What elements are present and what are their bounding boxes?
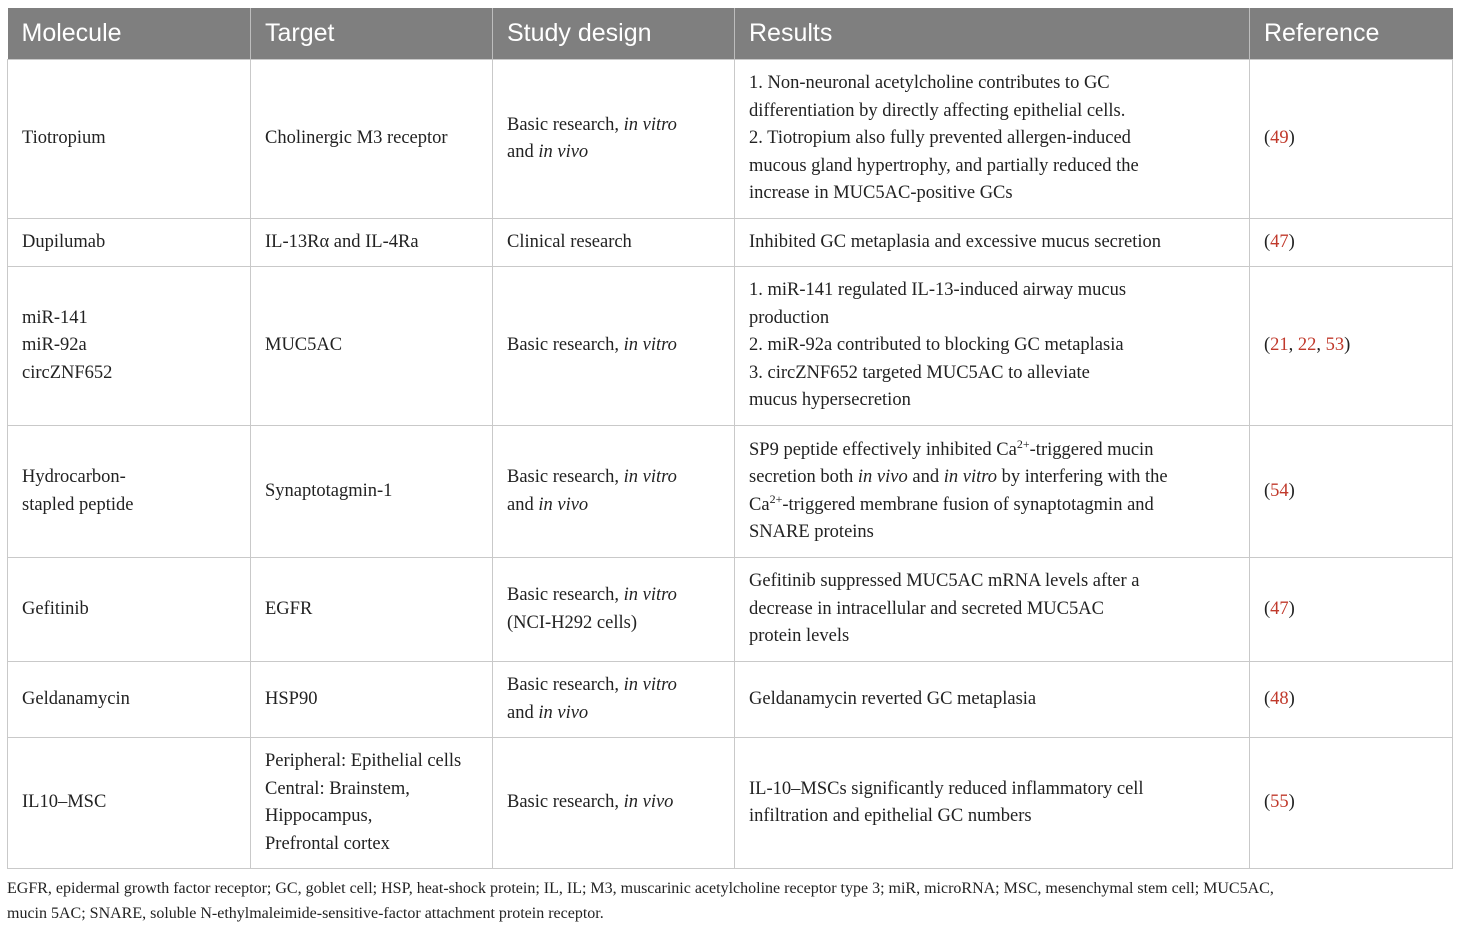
cell-target	[251, 426, 493, 558]
target-text: Peripheral: Epithelial cells	[265, 751, 462, 771]
cell-study-design	[493, 426, 735, 558]
cell-target	[251, 267, 493, 426]
target-text: Hippocampus,	[265, 806, 373, 826]
results-line: SP9 peptide effectively inhibited $Ca^{2+}$-triggered mucin	[749, 436, 1154, 460]
design-italic: in vitro	[623, 335, 677, 356]
cell-results	[735, 558, 1250, 662]
results-line: mucus hypersecretion	[749, 390, 911, 411]
cell-study-design	[493, 738, 735, 869]
cell-molecule	[8, 738, 251, 869]
cell-target	[251, 738, 493, 869]
results-line: decrease in intracellular and secreted MUC5AC	[749, 598, 1104, 619]
results-line: differentiation by directly affecting epithelial cells.	[749, 100, 1126, 121]
target-text: Prefrontal cortex	[265, 833, 390, 854]
footnote-line: mucin 5AC; SNARE, soluble N-ethylmaleimide-sensitive-factor attachment protein receptor.	[7, 905, 604, 922]
design-text: Basic research,	[507, 585, 624, 605]
cell-molecule	[8, 558, 251, 662]
design-text: Basic research,	[507, 675, 624, 695]
results-line: secretion both in vivo and in vitro by interfering with the	[749, 467, 1168, 487]
target-text: Cholinergic M3 receptor	[265, 128, 448, 149]
results-line: 3. circZNF652 targeted MUC5AC to alleviate	[749, 362, 1090, 383]
design-text: Basic research,	[507, 335, 624, 356]
cell-reference: (48)	[1250, 662, 1453, 738]
design-text: and	[507, 702, 539, 723]
target-text: Central: Brainstem,	[265, 778, 410, 799]
results-line: infiltration and epithelial GC numbers	[749, 806, 1032, 826]
design-text: Basic research,	[507, 467, 624, 487]
cell-molecule	[8, 60, 251, 219]
results-line: IL-10–MSCs significantly reduced inflammatory cell	[749, 778, 1144, 799]
design-italic: in vitro	[623, 114, 677, 135]
design-text: Clinical research	[507, 231, 632, 252]
design-text: (NCI-H292 cells)	[507, 612, 637, 633]
cell-results	[735, 738, 1250, 869]
design-italic: in vivo	[538, 702, 589, 723]
table-row	[8, 219, 1453, 267]
header-target: Target	[251, 8, 493, 60]
cell-target	[251, 60, 493, 219]
cell-reference: (55)	[1250, 738, 1453, 869]
cell-results	[735, 662, 1250, 738]
cell-reference: (21, 22, 53)	[1250, 267, 1453, 426]
header-study-design: Study design	[493, 8, 735, 60]
cell-target	[251, 662, 493, 738]
results-line: 1. miR-141 regulated IL-13-induced airway mucus	[749, 280, 1127, 301]
cell-target	[251, 219, 493, 267]
design-italic: in vivo	[623, 792, 674, 813]
table-footnote	[7, 876, 1453, 926]
cell-reference: (47)	[1250, 558, 1453, 662]
molecule-name: stapled peptide	[22, 494, 134, 515]
cell-study-design	[493, 662, 735, 738]
design-text: Basic research,	[507, 114, 624, 135]
superscript-charge: 2+	[1016, 436, 1030, 451]
cell-results	[735, 60, 1250, 219]
target-text: HSP90	[265, 688, 318, 709]
cell-study-design	[493, 219, 735, 267]
cell-reference: (54)	[1250, 426, 1453, 558]
results-line: 2. miR-92a contributed to blocking GC metaplasia	[749, 335, 1124, 356]
molecule-name: IL10–MSC	[22, 792, 107, 813]
cell-results	[735, 426, 1250, 558]
reference-link[interactable]: 21	[1270, 335, 1289, 356]
design-text: Basic research,	[507, 792, 624, 813]
design-italic: in vitro	[623, 675, 677, 695]
molecule-name: Geldanamycin	[22, 688, 130, 709]
molecule-name: Hydrocarbon-	[22, 467, 126, 487]
cell-reference: (49)	[1250, 60, 1453, 219]
results-line: Gefitinib suppressed MUC5AC mRNA levels after a	[749, 571, 1140, 592]
table-row	[8, 60, 1453, 219]
results-line: protein levels	[749, 626, 850, 647]
results-line: increase in MUC5AC-positive GCs	[749, 183, 1013, 204]
cell-reference: (47)	[1250, 219, 1453, 267]
target-text: MUC5AC	[265, 335, 343, 356]
molecule-name: Gefitinib	[22, 598, 89, 619]
results-line: SNARE proteins	[749, 522, 874, 542]
molecule-name: Dupilumab	[22, 231, 106, 252]
reference-link[interactable]: 54	[1270, 480, 1289, 501]
results-line: Geldanamycin reverted GC metaplasia	[749, 688, 1037, 709]
target-text: EGFR	[265, 598, 313, 619]
header-results: Results	[735, 8, 1250, 60]
results-line: 2. Tiotropium also fully prevented allergen-induced	[749, 128, 1131, 149]
molecule-table	[7, 8, 1453, 869]
reference-link[interactable]: 55	[1270, 792, 1289, 813]
footnote-line: EGFR, epidermal growth factor receptor; GC, goblet cell; HSP, heat-shock protein; IL, IL; M3, muscarinic acetylcholine receptor type 3; miR, microRNA; MSC, mesenchymal stem cell; MUC5AC,	[7, 880, 1274, 897]
table-row	[8, 426, 1453, 558]
table-row	[8, 267, 1453, 426]
reference-link[interactable]: 47	[1270, 598, 1289, 619]
molecule-name: miR-92a	[22, 335, 87, 356]
cell-study-design	[493, 558, 735, 662]
results-line: mucous gland hypertrophy, and partially reduced the	[749, 155, 1139, 176]
design-italic: in vivo	[538, 494, 589, 515]
reference-link[interactable]: 47	[1270, 231, 1289, 252]
cell-study-design	[493, 267, 735, 426]
reference-link[interactable]: 48	[1270, 688, 1289, 709]
table-row	[8, 662, 1453, 738]
cell-molecule	[8, 219, 251, 267]
reference-link[interactable]: 49	[1270, 128, 1289, 149]
reference-link[interactable]: 53	[1325, 335, 1345, 356]
results-line: 1. Non-neuronal acetylcholine contributes to GC	[749, 73, 1110, 94]
table-row	[8, 558, 1453, 662]
cell-molecule	[8, 662, 251, 738]
table-row	[8, 738, 1453, 869]
cell-study-design	[493, 60, 735, 219]
reference-link[interactable]: 22	[1297, 335, 1317, 356]
cell-molecule	[8, 267, 251, 426]
header-molecule: Molecule	[8, 8, 251, 60]
superscript-charge: 2+	[769, 491, 783, 506]
design-italic: in vitro	[623, 467, 677, 487]
molecule-name: miR-141	[22, 307, 88, 328]
molecule-name: Tiotropium	[22, 128, 106, 149]
results-line: $Ca^{2+}$-triggered membrane fusion of synaptotagmin and	[749, 491, 1154, 515]
design-italic: in vitro	[623, 585, 677, 605]
target-text: IL-13Rα and IL-4Ra	[265, 231, 419, 252]
cell-target	[251, 558, 493, 662]
header-reference: Reference	[1250, 8, 1453, 60]
design-italic: in vivo	[538, 142, 589, 162]
cell-results	[735, 219, 1250, 267]
cell-molecule	[8, 426, 251, 558]
results-line: production	[749, 307, 830, 328]
design-text: and	[507, 142, 539, 162]
target-text: Synaptotagmin-1	[265, 480, 393, 501]
molecule-name: circZNF652	[22, 362, 113, 383]
design-text: and	[507, 494, 539, 515]
results-line: Inhibited GC metaplasia and excessive mucus secretion	[749, 231, 1162, 252]
table-header-row	[8, 8, 1453, 60]
cell-results	[735, 267, 1250, 426]
